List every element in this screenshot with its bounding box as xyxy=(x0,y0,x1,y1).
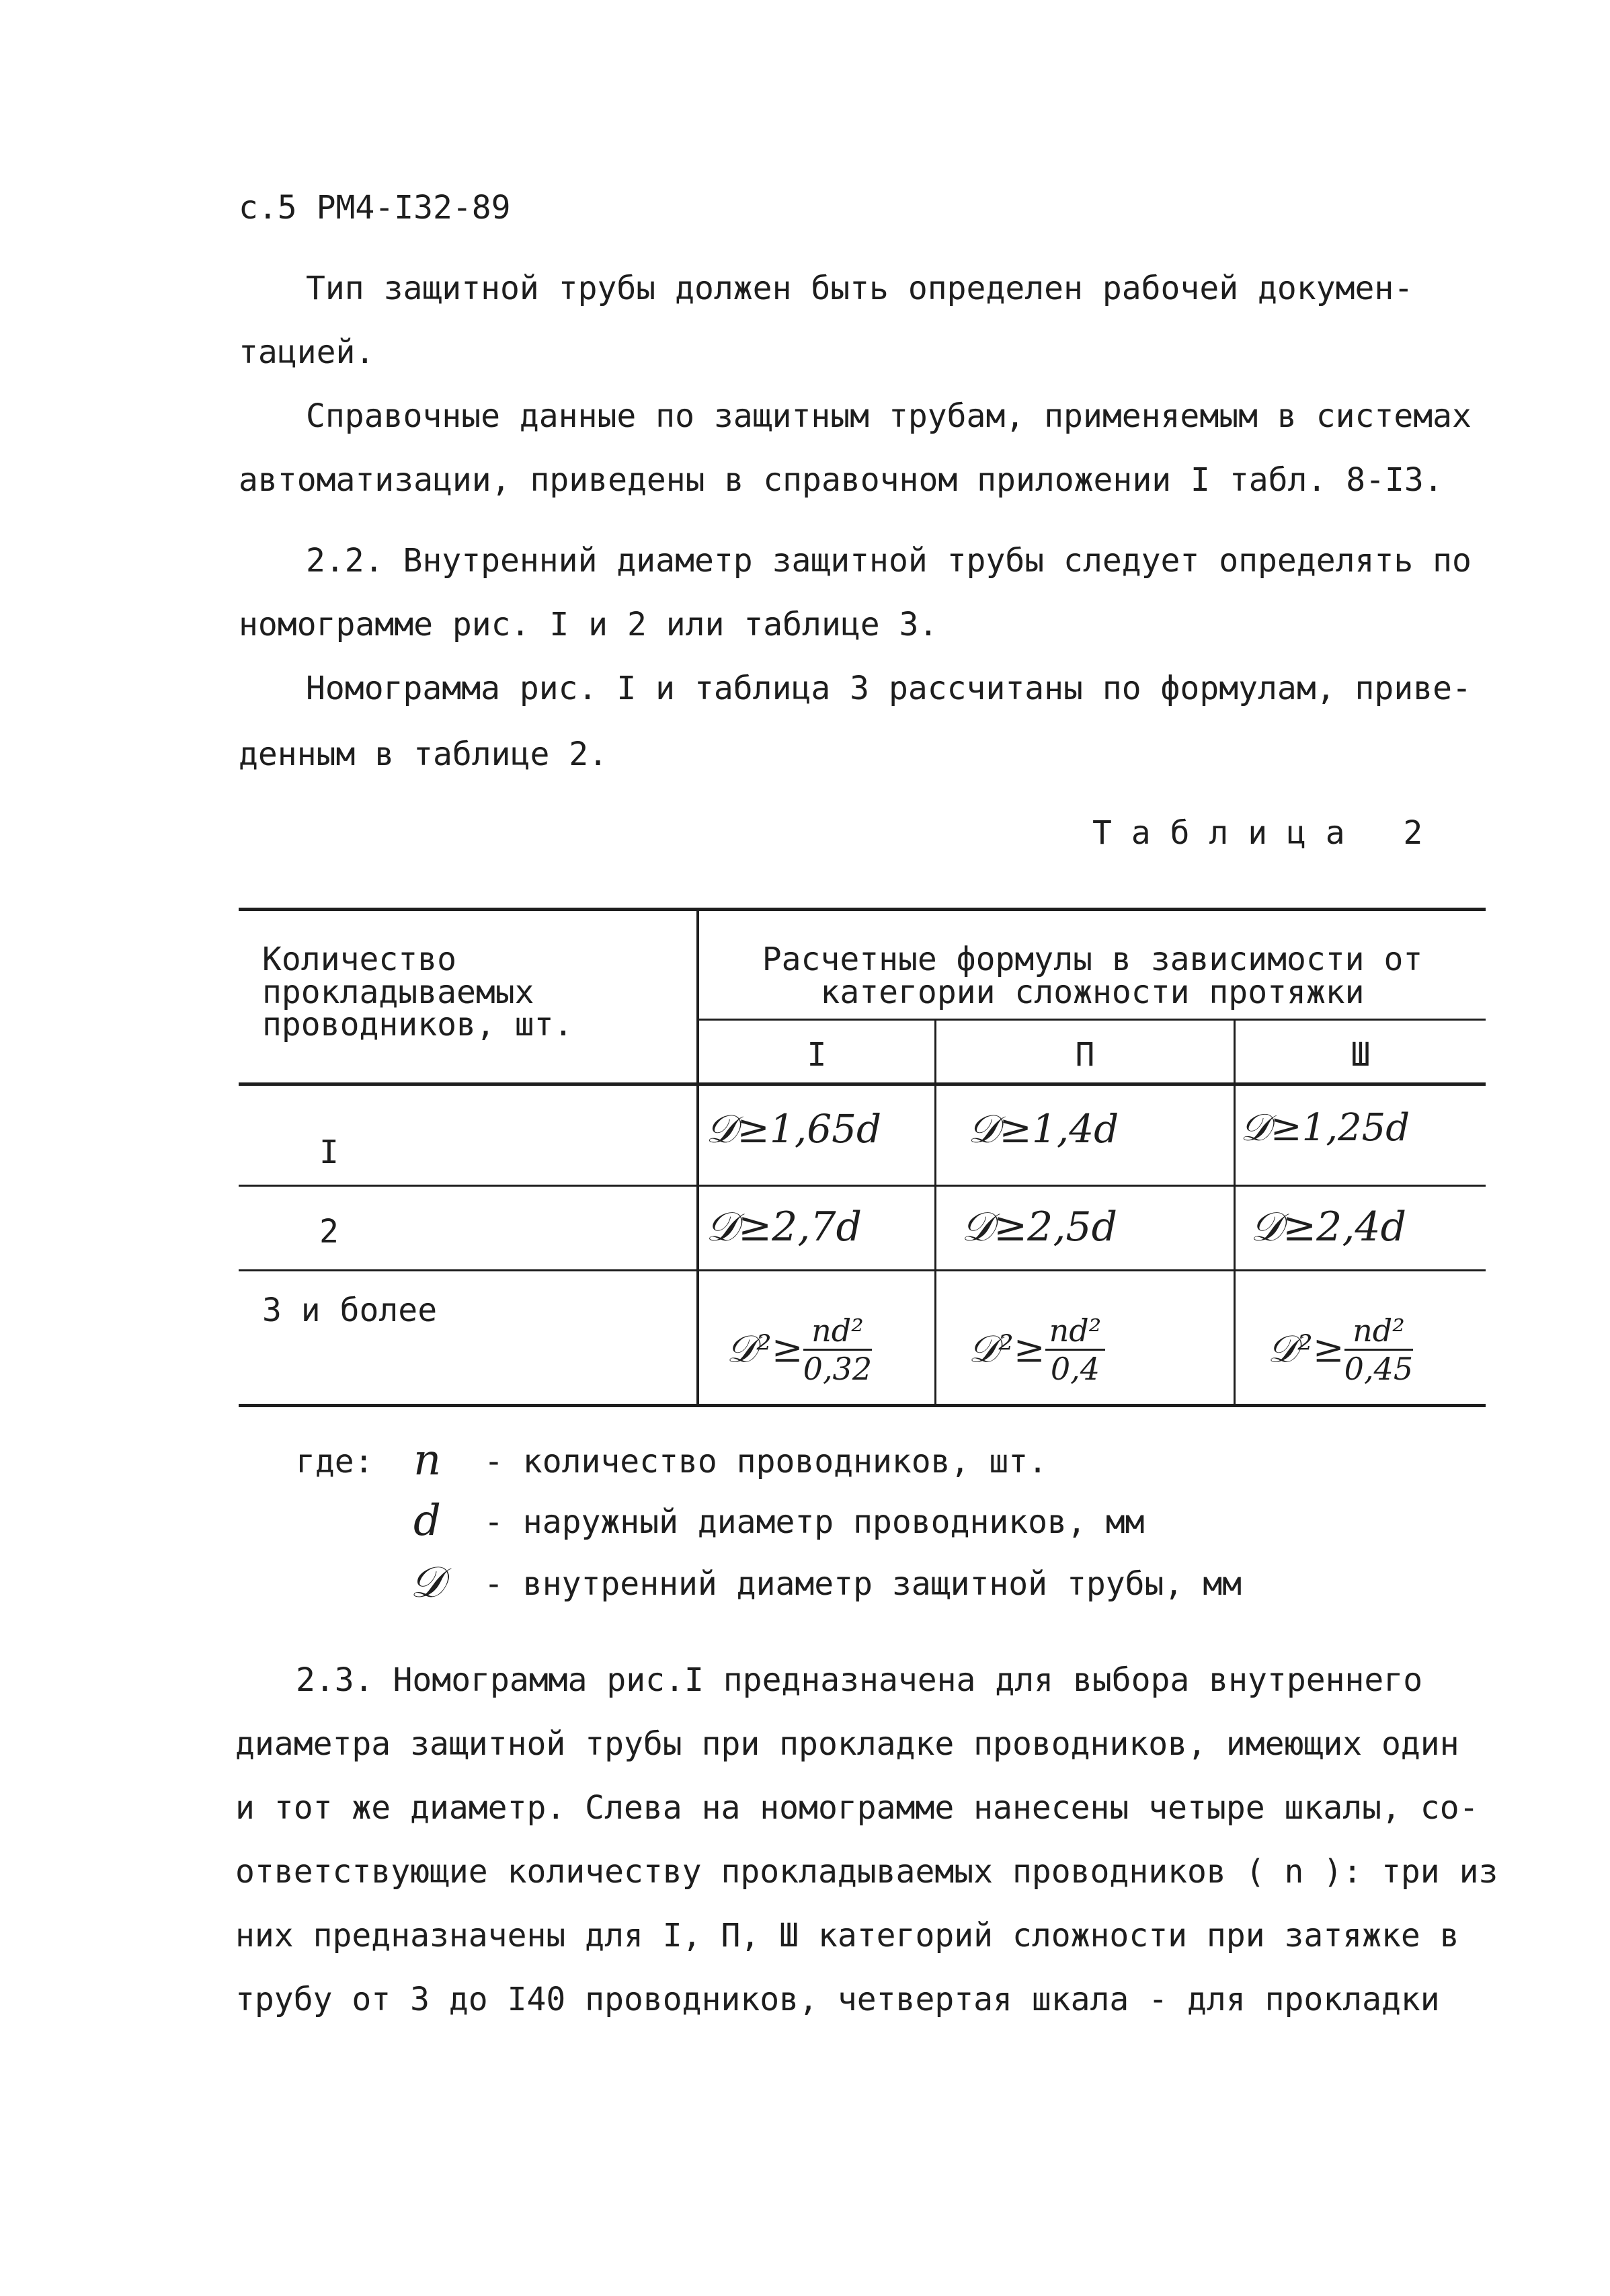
table-caption: Т а б л и ц а 2 xyxy=(1092,814,1423,852)
table-row-2-rule xyxy=(239,1269,1486,1271)
legend-where: где: xyxy=(296,1443,374,1480)
formula-numerator: nd² xyxy=(1344,1315,1413,1351)
section-2-3-line-5: них предназначены для I, П, Ш категорий сложности при затяжке в xyxy=(235,1917,1459,1954)
table-header-group-line-1: Расчетные формулы в зависимости от xyxy=(762,941,1423,978)
table-row-2-formula-cat-3: 𝒟≥2,4d xyxy=(1250,1203,1406,1251)
formula-fraction xyxy=(1045,1312,1106,1387)
table-header-count-line-1: Количество xyxy=(262,941,456,978)
table-header-bottom-rule xyxy=(239,1082,1486,1086)
formula-lhs: 𝒟²≥ xyxy=(1267,1327,1344,1372)
formula-numerator: nd² xyxy=(803,1315,872,1351)
formula-numerator: nd² xyxy=(1045,1315,1106,1351)
table-row-1-count: I xyxy=(319,1134,339,1171)
paragraph-4-line-2: денным в таблице 2. xyxy=(239,736,608,773)
formula-lhs: 𝒟²≥ xyxy=(968,1327,1045,1372)
paragraph-4-line-1: Номограмма рис. I и таблица 3 рассчитаны по формулам, приве- xyxy=(306,670,1472,707)
table-row-1-formula-cat-3: 𝒟≥1,25d xyxy=(1240,1106,1410,1150)
table-category-1: I xyxy=(807,1036,827,1074)
table-header-group-line-2: категории сложности протяжки xyxy=(820,974,1365,1011)
table-bottom-rule xyxy=(239,1404,1486,1407)
paragraph-2-line-2: автоматизации, приведены в справочном приложении I табл. 8-I3. xyxy=(239,461,1443,499)
table-subheader-rule xyxy=(699,1019,1486,1021)
legend-symbol-n: n xyxy=(413,1435,442,1485)
table-header-count-line-2: прокладываемых xyxy=(262,974,534,1011)
table-row-1-formula-cat-2: 𝒟≥1,4d xyxy=(968,1106,1119,1152)
section-2-3-line-4: ответствующие количеству прокладываемых проводников ( n ): три из xyxy=(235,1853,1498,1891)
section-2-3-line-1: 2.3. Номограмма рис.I предназначена для выбора внутреннего xyxy=(296,1661,1423,1699)
table-category-3: Ш xyxy=(1351,1036,1371,1074)
paragraph-1-line-2: тацией. xyxy=(239,333,375,371)
table-row-3-formula-cat-1 xyxy=(702,1277,873,1387)
section-2-3-line-2: диаметра защитной трубы при прокладке проводников, имеющих один xyxy=(235,1725,1459,1763)
table-row-2-count: 2 xyxy=(319,1213,339,1251)
formula-fraction xyxy=(803,1312,873,1387)
formula-denominator: 0,45 xyxy=(1344,1351,1414,1387)
table-top-rule xyxy=(239,908,1486,911)
section-2-3-line-6: трубу от 3 до I40 проводников, четвертая шкала - для прокладки xyxy=(235,1981,1440,2018)
legend-symbol-d: d xyxy=(413,1496,441,1546)
legend-text-D: - внутренний диаметр защитной трубы, мм xyxy=(484,1565,1242,1603)
table-row-2-formula-cat-1: 𝒟≥2,7d xyxy=(706,1203,862,1251)
table-row-1-rule xyxy=(239,1185,1486,1187)
legend-symbol-D: 𝒟 xyxy=(410,1558,445,1608)
table-row-1-formula-cat-1: 𝒟≥1,65d xyxy=(706,1106,882,1152)
paragraph-1-line-1: Тип защитной трубы должен быть определен рабочей докумен- xyxy=(306,270,1414,307)
paragraph-2-line-1: Справочные данные по защитным трубам, применяемым в системах xyxy=(306,397,1472,435)
formula-denominator: 0,32 xyxy=(803,1351,873,1387)
legend-text-d: - наружный диаметр проводников, мм xyxy=(484,1503,1145,1541)
table-row-2-formula-cat-2: 𝒟≥2,5d xyxy=(961,1203,1117,1251)
table-col-divider-2 xyxy=(934,1020,936,1405)
table-header-count-line-3: проводников, шт. xyxy=(262,1006,573,1043)
legend-text-n: - количество проводников, шт. xyxy=(484,1443,1048,1480)
paragraph-2-2-line-1: 2.2. Внутренний диаметр защитной трубы следует определять по xyxy=(306,542,1472,580)
paragraph-2-2-line-2: номограмме рис. I и 2 или таблице 3. xyxy=(239,606,938,643)
table-category-2: П xyxy=(1075,1036,1095,1074)
table-row-3-formula-cat-3 xyxy=(1244,1277,1414,1387)
section-2-3-line-3: и тот же диаметр. Слева на номограмме нанесены четыре шкалы, со- xyxy=(235,1789,1479,1827)
formula-lhs: 𝒟²≥ xyxy=(726,1327,803,1372)
table-row-3-formula-cat-2 xyxy=(944,1277,1105,1387)
page-reference: с.5 РМ4-I32-89 xyxy=(239,189,511,227)
table-col-divider-3 xyxy=(1234,1020,1236,1405)
formula-denominator: 0,4 xyxy=(1050,1351,1100,1387)
table-row-3-count: 3 и более xyxy=(262,1292,438,1329)
formula-fraction xyxy=(1344,1312,1414,1387)
